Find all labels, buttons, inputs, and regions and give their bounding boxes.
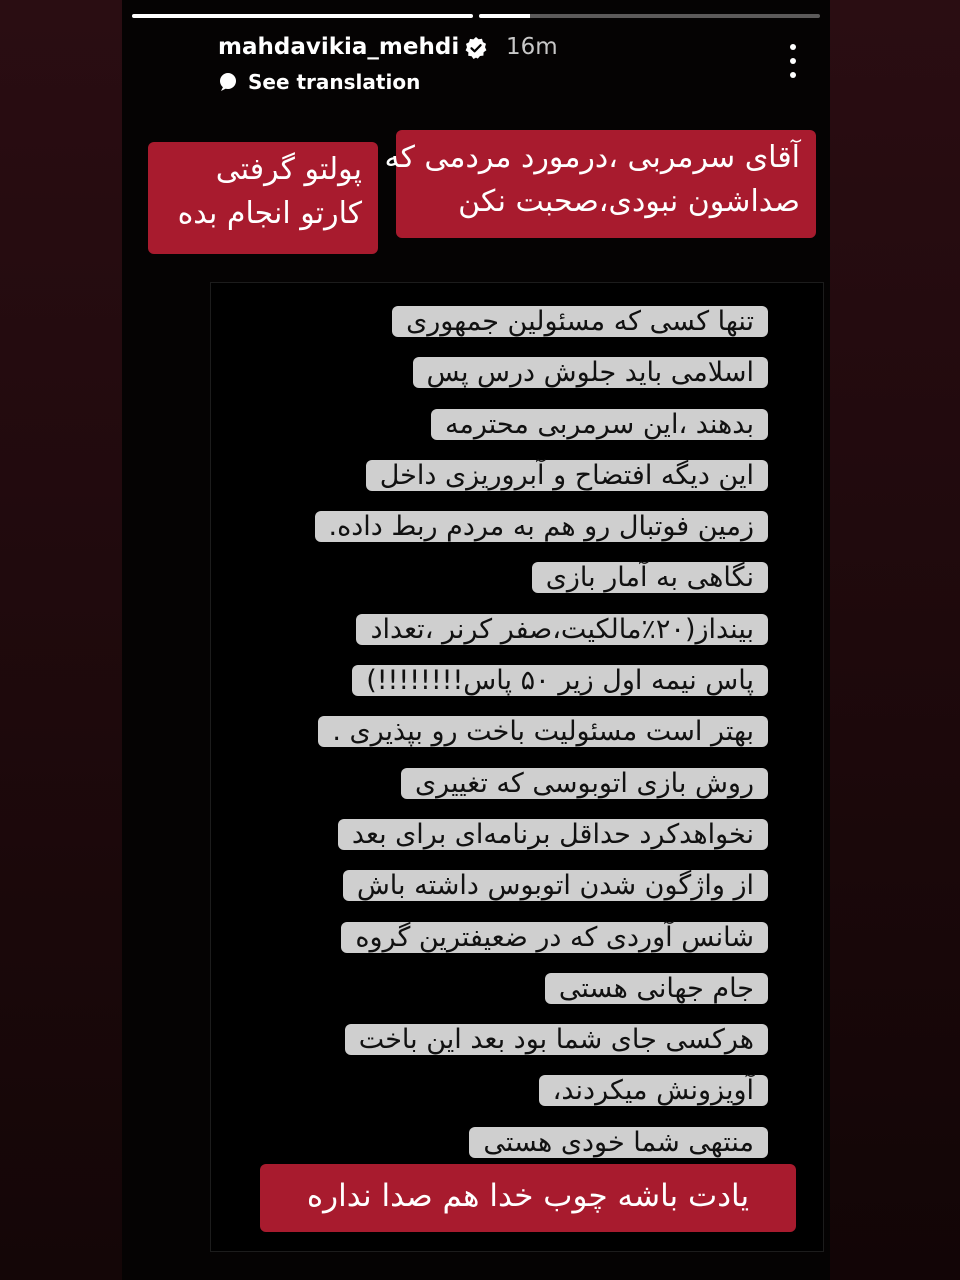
body-line: این دیگه افتضاح و آبروریزی داخل bbox=[366, 460, 768, 491]
body-line: پاس نیمه اول زیر ۵۰ پاس!!!!!!!!) bbox=[352, 665, 768, 696]
bubble-line: کارتو انجام بده bbox=[177, 196, 362, 231]
progress-fill-2 bbox=[479, 14, 530, 18]
red-bubble-left bbox=[148, 142, 378, 254]
bubble-line: آقای سرمربی ،درمورد مردمی که bbox=[384, 140, 800, 175]
red-bubble-bottom: یادت باشه چوب خدا هم صدا نداره bbox=[260, 1164, 796, 1232]
body-line: تنها کسی که مسئولین جمهوری bbox=[392, 306, 768, 337]
body-line: شانس آوردی که در ضعیفترین گروه bbox=[341, 922, 768, 953]
bubble-line: پولتو گرفتی bbox=[215, 152, 362, 187]
progress-segment-1 bbox=[132, 14, 473, 18]
body-line: منتهی شما خودی هستی bbox=[469, 1127, 768, 1158]
body-line: بینداز(۲۰٪مالکیت،صفر کرنر ،تعداد bbox=[356, 614, 768, 645]
more-dot bbox=[790, 58, 796, 64]
body-line: بدهند ،این سرمربی محترمه bbox=[431, 409, 768, 440]
body-line: زمین فوتبال رو هم به مردم ربط داده. bbox=[315, 511, 768, 542]
story-body-text bbox=[262, 296, 768, 1168]
username[interactable]: mahdavikia_mehdi bbox=[218, 34, 460, 60]
background-left bbox=[0, 0, 122, 1280]
body-line: روش بازی اتوبوسی که تغییری bbox=[401, 768, 768, 799]
red-bubble-right bbox=[384, 130, 816, 238]
story-progress bbox=[132, 14, 820, 18]
see-translation-button[interactable] bbox=[218, 70, 420, 94]
body-line: از واژگون شدن اتوبوس داشته باش bbox=[343, 870, 768, 901]
more-dot bbox=[790, 44, 796, 50]
body-line: بهتر است مسئولیت باخت رو بپذیری . bbox=[318, 716, 768, 747]
translate-icon bbox=[218, 72, 238, 92]
body-line: نخواهدکرد حداقل برنامه‌ای برای بعد bbox=[338, 819, 768, 850]
body-line: اسلامی باید جلوش درس پس bbox=[413, 357, 768, 388]
verified-badge-icon bbox=[464, 36, 488, 60]
see-translation-label: See translation bbox=[248, 70, 421, 94]
more-dot bbox=[790, 72, 796, 78]
body-line: آویزونش میکردند، bbox=[539, 1075, 768, 1106]
progress-fill-1 bbox=[132, 14, 473, 18]
body-line: نگاهی به آمار بازی bbox=[532, 562, 768, 593]
body-line: هرکسی جای شما بود بعد این باخت bbox=[345, 1024, 768, 1055]
bubble-line: صداشون نبودی،صحبت نکن bbox=[458, 184, 800, 219]
body-line: جام جهانی هستی bbox=[545, 973, 768, 1004]
story-header bbox=[218, 30, 810, 100]
post-time: 16m bbox=[506, 34, 558, 60]
background-right bbox=[830, 0, 960, 1280]
progress-segment-2 bbox=[479, 14, 820, 18]
more-vertical-icon[interactable] bbox=[786, 44, 800, 78]
